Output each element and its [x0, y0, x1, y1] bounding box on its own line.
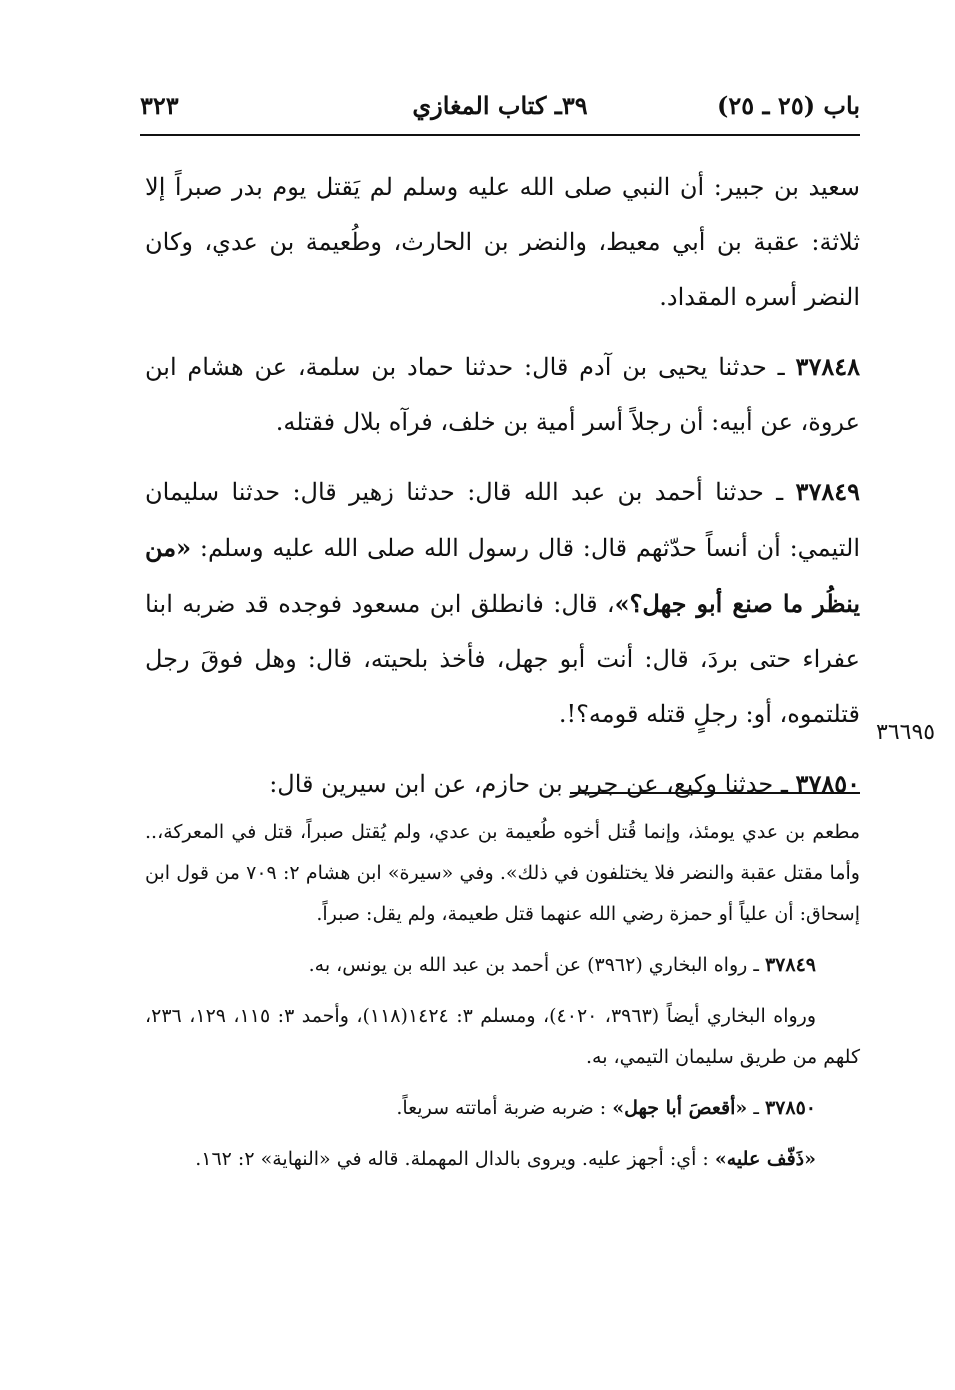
- hadith-37850: [145, 756, 860, 812]
- footnote-term-definition: [145, 1139, 860, 1180]
- page-header: [140, 84, 860, 128]
- main-text: [145, 160, 860, 826]
- hadith-37848: [145, 339, 860, 450]
- hadith-text: ـ حدثنا أحمد بن عبد الله قال: حدثنا زهير قال: حدثنا سليمان التيمي: أن أنساً حدّثهم قال: قال رسول الله صلى الله عليه وسلم:: [145, 478, 860, 562]
- header-divider: [140, 134, 860, 136]
- hadith-number: ٣٧٨٤٨: [795, 352, 860, 381]
- footnote-term: «أقعصَ أبا جهل»: [612, 1097, 748, 1119]
- footnotes: [145, 812, 860, 1190]
- prophet-quote: «من ينظُر ما صنع أبو جهل؟»: [145, 533, 860, 618]
- footnote-number: ٣٧٨٤٩: [764, 954, 816, 976]
- page-number: ٣٢٣: [140, 91, 179, 120]
- footnote-divider: [570, 792, 860, 794]
- footnote-term: «ذَفّف عليه»: [714, 1148, 816, 1170]
- footnote-37849: [145, 945, 860, 986]
- book-title: ٣٩ـ كتاب المغازي: [412, 91, 588, 120]
- hadith-text-continued: ، قال: فانطلق ابن مسعود فوجده قد ضربه ابنا عفراء حتى بردَ، قال: أنت أبو جهل، فأخذ بلحيته، قال: وهل فوقَ رجل قتلتموه، أو: رجلٍ قتله قومه؟!.: [145, 590, 860, 728]
- footnote-number: ٣٧٨٥٠: [764, 1097, 816, 1119]
- footnote-text: : أي: أجهز عليه. ويروى بالدال المهملة. قاله في «النهاية» ٢: ١٦٢.: [195, 1148, 709, 1170]
- footnote-dash: ـ: [753, 1097, 759, 1119]
- hadith-text: ـ حدثنا وكيع، عن جرير بن حازم، عن ابن سيرين قال:: [269, 770, 788, 798]
- hadith-37849: [145, 464, 860, 742]
- footnote-continuation: مطعم بن عدي يومئذ، وإنما قُتل أخوه طُعيمة بن عدي، ولم يُقتل صبراً، قتل في المعركة،.. وأما مقتل عقبة والنضر فلا يختلفون في ذلك». وفي «سيرة» ابن هشام ٢: ٧٠٩ من قول ابن إسحاق: أن علياً أو حمزة رضي الله عنهما قتل طعيمة، ولم يقل: صبراً.: [145, 821, 860, 925]
- footnote-text: : ضربه ضربة أماتته سريعاً.: [396, 1097, 607, 1119]
- footnote-text: ـ رواه البخاري (٣٩٦٢) عن أحمد بن عبد الله بن يونس، به.: [308, 954, 759, 976]
- chapter-reference: باب (٢٥ ـ ٢٥): [717, 91, 860, 120]
- paragraph-continuation: سعيد بن جبير: أن النبي صلى الله عليه وسلم لم يَقتل يوم بدر صبراً إلا ثلاثة: عقبة بن أبي معيط، والنضر بن الحارث، وطُعيمة بن عدي، وكان النضر أسره المقداد.: [145, 173, 860, 311]
- hadith-text: ـ حدثنا يحيى بن آدم قال: حدثنا حماد بن سلمة، عن هشام ابن عروة، عن أبيه: أن رجلاً أسر أمية بن خلف، فرآه بلال فقتله.: [145, 353, 860, 436]
- hadith-number: ٣٧٨٥٠: [795, 769, 860, 798]
- footnote-additional-sources: ورواه البخاري أيضاً (٣٩٦٣، ٤٠٢٠)، ومسلم ٣: ١٤٢٤(١١٨)، وأحمد ٣: ١١٥، ١٢٩، ٢٣٦، كلهم من طريق سليمان التيمي، به.: [145, 1005, 860, 1068]
- footnote-37850: [145, 1088, 860, 1129]
- margin-reference-number: ٣٦٦٩٥: [876, 720, 936, 745]
- hadith-number: ٣٧٨٤٩: [795, 477, 860, 506]
